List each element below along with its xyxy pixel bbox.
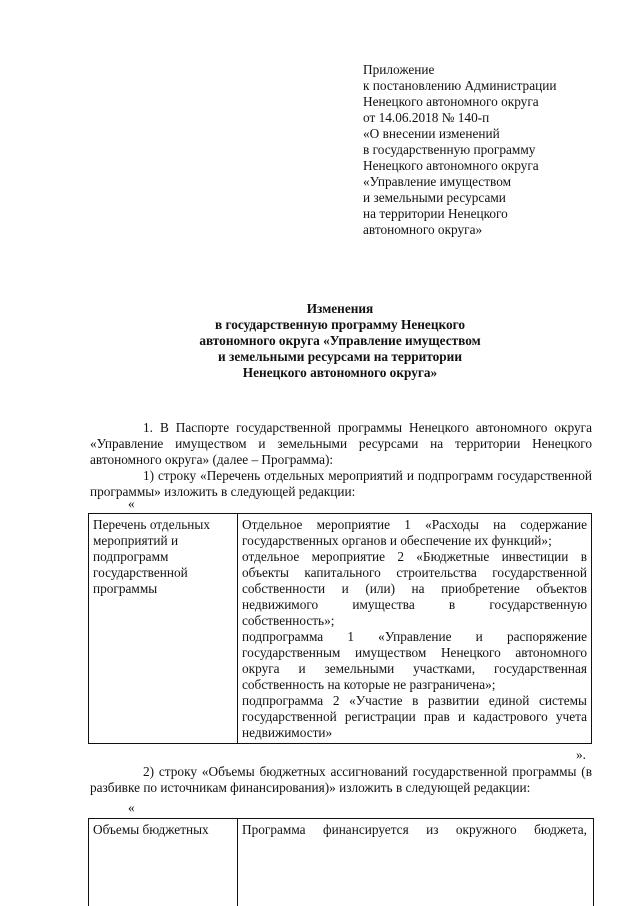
program-list-table — [88, 513, 592, 744]
title-line: Изменения — [306, 301, 374, 316]
content-line: отдельное мероприятие 2 «Бюджетные инвестиции в объекты капитального строительства государственной собственности и (или) на приобретение объектов недвижимого имущества в государственную собственность»; — [242, 549, 587, 628]
open-quote-1: « — [128, 496, 135, 511]
title-line: автономного округа «Управление имуществом — [199, 333, 481, 348]
title-line: Ненецкого автономного округа» — [242, 365, 438, 380]
content-line: подпрограмма 2 «Участие в развитии единой системы государственной регистрации прав и кадастрового учета недвижимости» — [242, 693, 587, 740]
section-1-paragraph — [90, 420, 592, 500]
appendix-block — [363, 62, 623, 238]
appendix-line: Приложение — [363, 62, 435, 77]
budget-content-cell: Программа финансируется из окружного бюджета, — [242, 822, 587, 837]
appendix-line: Ненецкого автономного округа — [363, 158, 539, 173]
appendix-line: «Управление имуществом — [363, 174, 512, 189]
document-title — [88, 301, 592, 381]
title-line: и земельными ресурсами на территории — [218, 349, 462, 364]
appendix-line: к постановлению Администрации — [363, 78, 557, 93]
item-2-text: 2) строку «Объемы бюджетных ассигнований государственной программы (в разбивке по источникам финансирования)» изложить в следующей редакции: — [90, 764, 592, 795]
item-2-paragraph — [90, 764, 592, 796]
content-line: подпрограмма 1 «Управление и распоряжение государственным имуществом Ненецкого автономного округа и земельными участками, государственная собственность на которые не разграничена»; — [242, 629, 587, 692]
appendix-line: в государственную программу — [363, 142, 536, 157]
item-1-text: 1) строку «Перечень отдельных мероприятий и подпрограмм государственной программы» изложить в следующей редакции: — [90, 468, 592, 499]
appendix-line: автономного округа» — [363, 222, 483, 237]
appendix-line: и земельными ресурсами — [363, 190, 506, 205]
appendix-line: на территории Ненецкого — [363, 206, 508, 221]
budget-table — [88, 818, 594, 906]
content-line: Отдельное мероприятие 1 «Расходы на содержание государственных органов и обеспечение их функций»; — [242, 517, 587, 548]
appendix-line: «О внесении изменений — [363, 126, 500, 141]
table-row — [89, 514, 592, 744]
close-quote-1: ». — [576, 747, 586, 762]
row-content-cell — [238, 514, 592, 744]
budget-label-cell: Объемы бюджетных — [93, 822, 209, 837]
open-quote-2: « — [128, 800, 135, 815]
appendix-line: от 14.06.2018 № 140-п — [363, 110, 490, 125]
title-line: в государственную программу Ненецкого — [215, 317, 465, 332]
row-label-cell: Перечень отдельных мероприятий и подпрограмм государственной программы — [89, 514, 238, 744]
section-1-text: 1. В Паспорте государственной программы Ненецкого автономного округа «Управление имуществом и земельными ресурсами на территории Ненецкого автономного округа» (далее – Программа): — [90, 420, 592, 467]
cell-divider — [237, 819, 238, 906]
appendix-line: Ненецкого автономного округа — [363, 94, 539, 109]
